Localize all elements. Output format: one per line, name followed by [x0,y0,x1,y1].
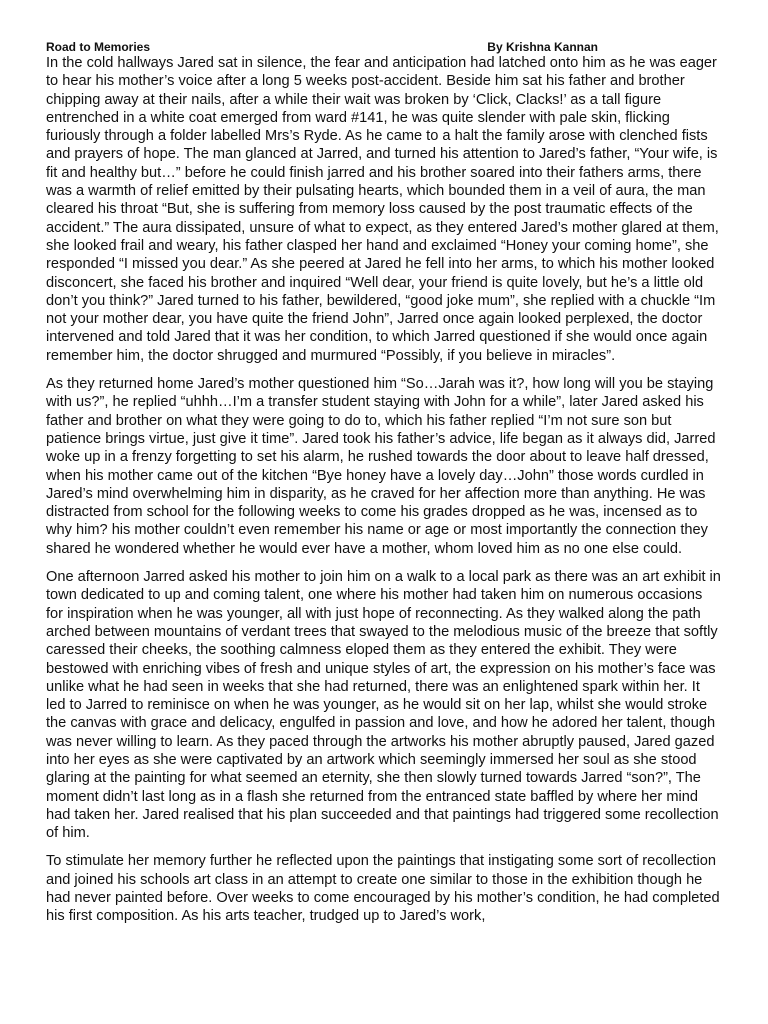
paragraph: One afternoon Jarred asked his mother to join him on a walk to a local park as there was an art exhibit in town dedicated to up and coming talent, one where his mother had taken him on numerous occasions for inspiration when he was younger, all with just hope of reconnecting. As they walked along the path arched between mountains of verdant trees that swayed to the melodious music of the breeze that softly caressed their cheeks, the soothing calmness eloped them as they entered the exhibit. They were bestowed with enriching vibes of fresh and unique styles of art, the expression on his mother’s face was unlike what he had seen in weeks that she had returned, there was an enlightened spark within her. It led to Jarred to reminisce on when he was younger, as he would sit on her lap, whilst she would stroke the canvas with grace and delicacy, engulfed in passion and love, and how he adored her talent, though was never willing to learn. As they paced through the artworks his mother abruptly paused, Jared gazed into her eyes as she were captivated by an artwork which seemingly immersed her soul as she stood glaring at the painting for what seemed an eternity, she then slowly turned towards Jarred “son?”, The moment didn’t last long as in a flash she returned from the entranced state baffled by where her mind had taken her. Jared realised that his plan succeeded and that paintings had triggered some recollection of him. [46,569,721,842]
paragraph: In the cold hallways Jared sat in silence, the fear and anticipation had latched onto him as he was eager to hear his mother’s voice after a long 5 weeks post-accident. Beside him sat his father and brother chipping away at their nails, after a while their wait was broken by ‘Click, Clacks!’ as a tall figure entrenched in a white coat emerged from ward #141, he was quite slender with pale skin, flicking furiously through a folder labelled Mrs’s Ryde. As he came to a halt the family arose with clenched fists and prayers of hope. The man glanced at Jarred, and turned his attention to Jared’s father, “Your wife, is fit and healthy but…” before he could finish jarred and his brother soared into their fathers arms, there was a warmth of relief emitted by their pulsating hearts, which bounded them in a veil of aura, the man cleared his throat “But, she is suffering from memory loss caused by the post traumatic effects of the accident.” The aura dissipated, unsure of what to expect, as they entered Jared’s mother glared at them, she looked frail and weary, his father clasped her hand and exclaimed “Honey your coming home”, she responded “I missed you dear.” As she peered at Jared he fell into her arms, to which his mother looked disconcert, she faced his brother and inquired “Well dear, your friend is quite lovely, but he’s a little old don’t you think?” Jared turned to his father, bewildered, “good joke mum”, she replied with a chuckle “Im not your mother dear, you have quite the friend John”, Jarred once again looked perplexed, the doctor intervened and told Jared that it was her condition, to which Jarred questioned if she would once again remember him, the doctor shrugged and murmured “Possibly, if you believe in miracles”. [46,55,719,364]
document-author: By Krishna Kannan [487,40,598,54]
document-header [46,40,722,54]
document-body [46,54,722,926]
paragraph: As they returned home Jared’s mother questioned him “So…Jarah was it?, how long will you be staying with us?”, he replied “uhhh…I’m a transfer student staying with John for a while”, later Jared asked his father and brother on what they were going to do to, which his father replied “I’m not sure son but patience brings virtue, just give it time”. Jared took his father’s advice, life began as it always did, Jarred woke up in a frenzy forgetting to set his alarm, he rushed towards the door about to leave half dressed, when his mother came out of the kitchen “Bye honey have a lovely day…John” those words curdled in Jared’s mind overwhelming him in disparity, as he craved for her affection more than anything. He was distracted from school for the following weeks to come his grades dropped as he was, incensed as to why him? his mother couldn’t even remember his name or age or most importantly the connection they shared he wondered whether he would ever have a mother, whom loved him as no one else could. [46,376,716,557]
document-title: Road to Memories [46,40,151,54]
paragraph: To stimulate her memory further he reflected upon the paintings that instigating some sort of recollection and joined his schools art class in an attempt to create one similar to those in the exhibition though he had never painted before. Over weeks to come encouraged by his mother’s condition, he had completed his first composition. As his arts teacher, trudged up to Jared’s work, [46,853,720,925]
